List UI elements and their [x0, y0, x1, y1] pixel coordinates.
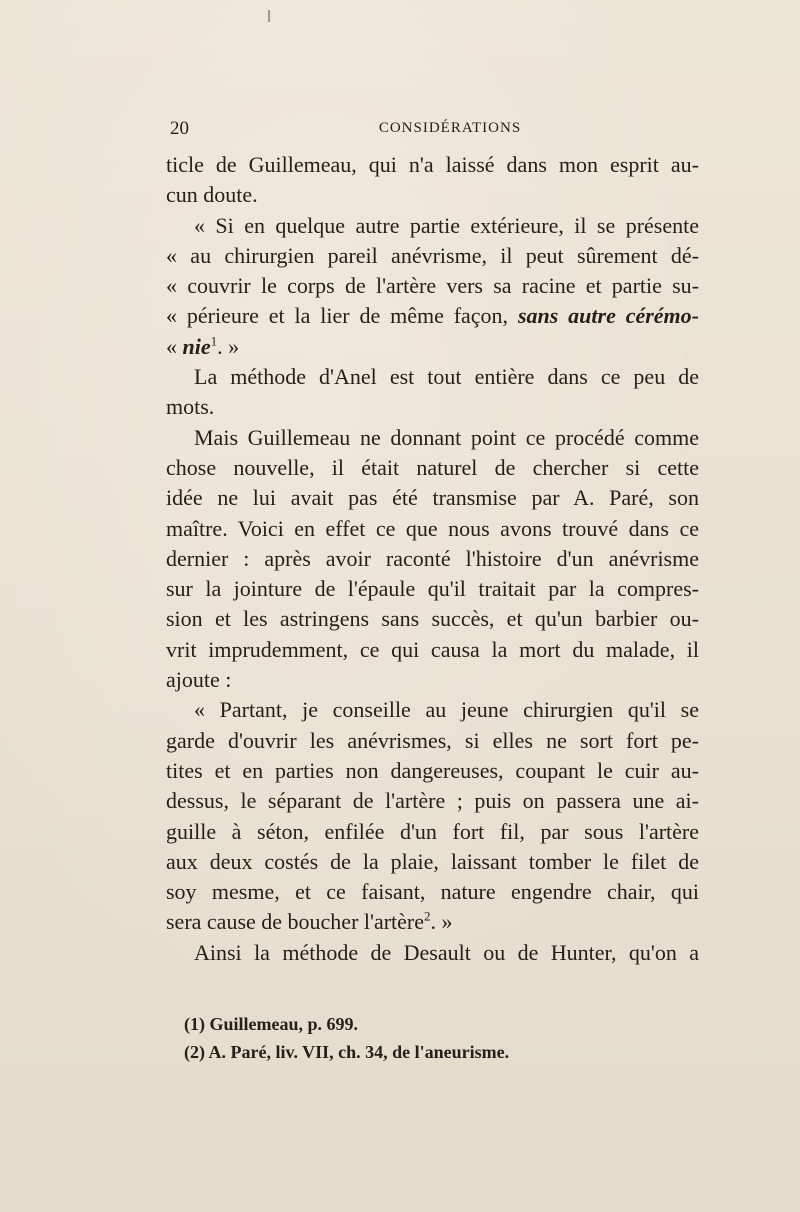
quote-line: aux deux costés de la plaie, laissant tomber le filet de: [166, 848, 699, 874]
text-line: mots.: [166, 394, 215, 420]
page-number: 20: [170, 118, 189, 139]
quote-text: « périeure et la lier de même façon,: [166, 303, 518, 329]
quote-line: [166, 301, 699, 331]
quote-line: « au chirurgien pareil anévrisme, il peut sûrement dé-: [166, 242, 699, 268]
running-head: CONSIDÉRATIONS: [378, 120, 522, 136]
text-line: Mais Guillemeau ne donnant point ce procédé comme: [194, 424, 699, 450]
quote-line: tites et en parties non dangereuses, coupant le cuir au-: [166, 757, 699, 783]
quote-line: [166, 907, 699, 937]
ink-mark: [268, 10, 270, 22]
footnote-2: (2) A. Paré, liv. VII, ch. 34, de l'aneurisme.: [184, 1042, 510, 1062]
quote-line: « couvrir le corps de l'artère vers sa racine et partie su-: [166, 273, 699, 299]
quote-line: guille à séton, enfilée d'un fort fil, par sous l'artère: [166, 818, 699, 844]
text-line: maître. Voici en effet ce que nous avons trouvé dans ce: [166, 515, 699, 541]
quote-line: « Partant, je conseille au jeune chirurgien qu'il se: [194, 697, 699, 723]
quote-line: « Si en quelque autre partie extérieure, il se présente: [194, 212, 699, 238]
text-line: idée ne lui avait pas été transmise par A. Paré, son: [166, 485, 699, 511]
footnote-ref-1: 1: [210, 333, 218, 349]
italic-text: nie: [182, 333, 211, 359]
text-line: La méthode d'Anel est tout entière dans ce peu de: [194, 364, 699, 390]
text-line: sur la jointure de l'épaule qu'il traitait par la compres-: [166, 576, 699, 602]
text-line: sion et les astringens sans succès, et qu'un barbier ou-: [166, 606, 699, 632]
main-text: [166, 150, 699, 968]
text-line: dernier : après avoir raconté l'histoire d'un anévrisme: [166, 545, 699, 571]
text-line: cun doute.: [166, 182, 258, 208]
quote-line: [166, 332, 699, 362]
footnote-ref-2: 2: [424, 909, 431, 925]
text-line: ajoute :: [166, 667, 232, 693]
text-line: vrit imprudemment, ce qui causa la mort du malade, il: [166, 636, 699, 662]
quote-text: sera cause de boucher l'artère: [166, 909, 425, 935]
quote-line: soy mesme, et ce faisant, nature engendre chair, qui: [166, 879, 699, 905]
quote-line: dessus, le séparant de l'artère ; puis on passera une ai-: [166, 788, 699, 814]
text-line: ticle de Guillemeau, qui n'a laissé dans mon esprit au-: [166, 152, 699, 177]
quote-close: . »: [217, 333, 240, 359]
page-header: [170, 118, 700, 142]
text-line: Ainsi la méthode de Desault ou de Hunter, qu'on a: [194, 939, 699, 965]
italic-text: sans autre cérémo-: [517, 303, 699, 329]
quote-line: garde d'ouvrir les anévrismes, si elles ne sort fort pe-: [166, 727, 699, 753]
footnotes: [184, 1010, 604, 1066]
quote-open: «: [166, 333, 183, 359]
text-line: chose nouvelle, il était naturel de chercher si cette: [166, 454, 699, 480]
footnote-1: (1) Guillemeau, p. 699.: [184, 1014, 358, 1034]
quote-close: . »: [430, 909, 453, 935]
